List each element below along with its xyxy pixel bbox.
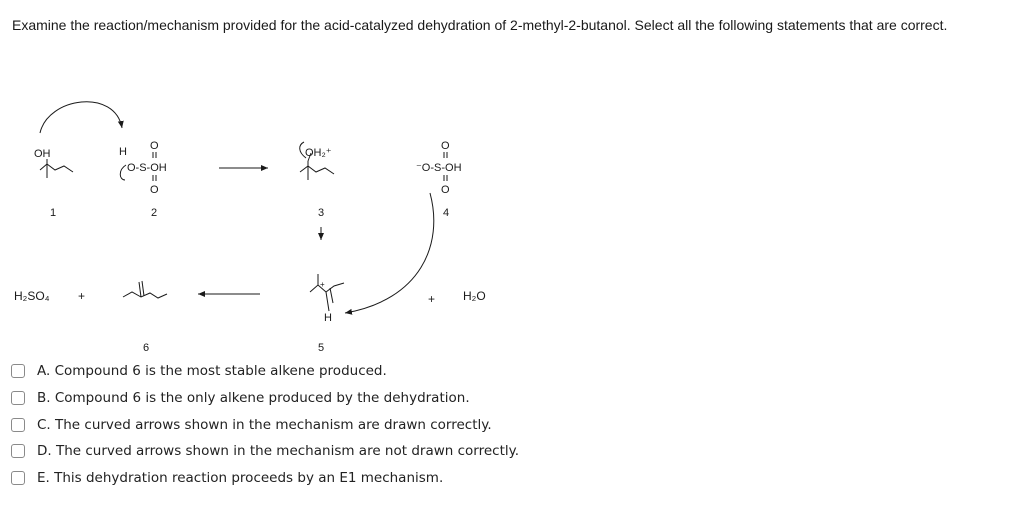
compound-2-s-line: O-S-OH bbox=[127, 162, 167, 174]
compound-5-plus: + bbox=[320, 280, 325, 289]
checkbox-a[interactable] bbox=[11, 364, 25, 378]
choice-d-label: D. The curved arrows shown in the mechanism are not drawn correctly. bbox=[37, 443, 519, 460]
compound-2-o-top: O bbox=[150, 140, 159, 152]
h2o-label: H₂O bbox=[463, 289, 486, 303]
checkbox-c[interactable] bbox=[11, 418, 25, 432]
compound-4-o-bottom: O bbox=[441, 184, 450, 196]
answer-choices bbox=[11, 358, 519, 491]
compound-6-structure bbox=[123, 281, 167, 298]
choice-d[interactable] bbox=[11, 438, 519, 465]
choice-c-label: C. The curved arrows shown in the mechanism are drawn correctly. bbox=[37, 416, 492, 433]
h2so4-label: H₂SO₄ bbox=[14, 289, 50, 303]
compound-4-number: 4 bbox=[443, 207, 450, 219]
choice-a[interactable] bbox=[11, 358, 519, 385]
compound-2-o-bottom: O bbox=[150, 184, 159, 196]
choice-b[interactable] bbox=[11, 385, 519, 412]
compound-5-structure bbox=[310, 274, 344, 311]
checkbox-e[interactable] bbox=[11, 471, 25, 485]
choice-e-label: E. This dehydration reaction proceeds by an E1 mechanism. bbox=[37, 470, 444, 487]
curved-arrow-base-to-h bbox=[345, 193, 434, 313]
plus-left: + bbox=[78, 289, 86, 303]
compound-6-number: 6 bbox=[143, 342, 150, 354]
compound-2-number: 2 bbox=[151, 207, 158, 219]
compound-4-s-line: ⁻O-S-OH bbox=[416, 162, 462, 174]
compound-3-oh2: OH₂⁺ bbox=[305, 147, 332, 159]
choice-e[interactable] bbox=[11, 465, 519, 492]
compound-4-o-top: O bbox=[441, 140, 450, 152]
curved-arrow-so-to-h bbox=[120, 165, 126, 180]
compound-5-h: H bbox=[324, 312, 332, 324]
curved-arrow-oh-to-h bbox=[40, 102, 122, 133]
compound-1-structure bbox=[40, 159, 73, 178]
plus-right: + bbox=[428, 292, 436, 306]
compound-5-number: 5 bbox=[318, 342, 325, 354]
checkbox-b[interactable] bbox=[11, 391, 25, 405]
question-text: Examine the reaction/mechanism provided for the acid-catalyzed dehydration of 2-methyl-2-butanol. Select all the following statements that are correct. bbox=[12, 17, 948, 33]
compound-1-number: 1 bbox=[50, 207, 57, 219]
choice-c[interactable] bbox=[11, 411, 519, 438]
checkbox-d[interactable] bbox=[11, 444, 25, 458]
compound-2-h: H bbox=[119, 146, 127, 158]
choice-b-label: B. Compound 6 is the only alkene produced by the dehydration. bbox=[37, 390, 470, 407]
choice-a-label: A. Compound 6 is the most stable alkene produced. bbox=[37, 363, 387, 380]
compound-1-oh: OH bbox=[34, 148, 51, 160]
compound-3-number: 3 bbox=[318, 207, 325, 219]
